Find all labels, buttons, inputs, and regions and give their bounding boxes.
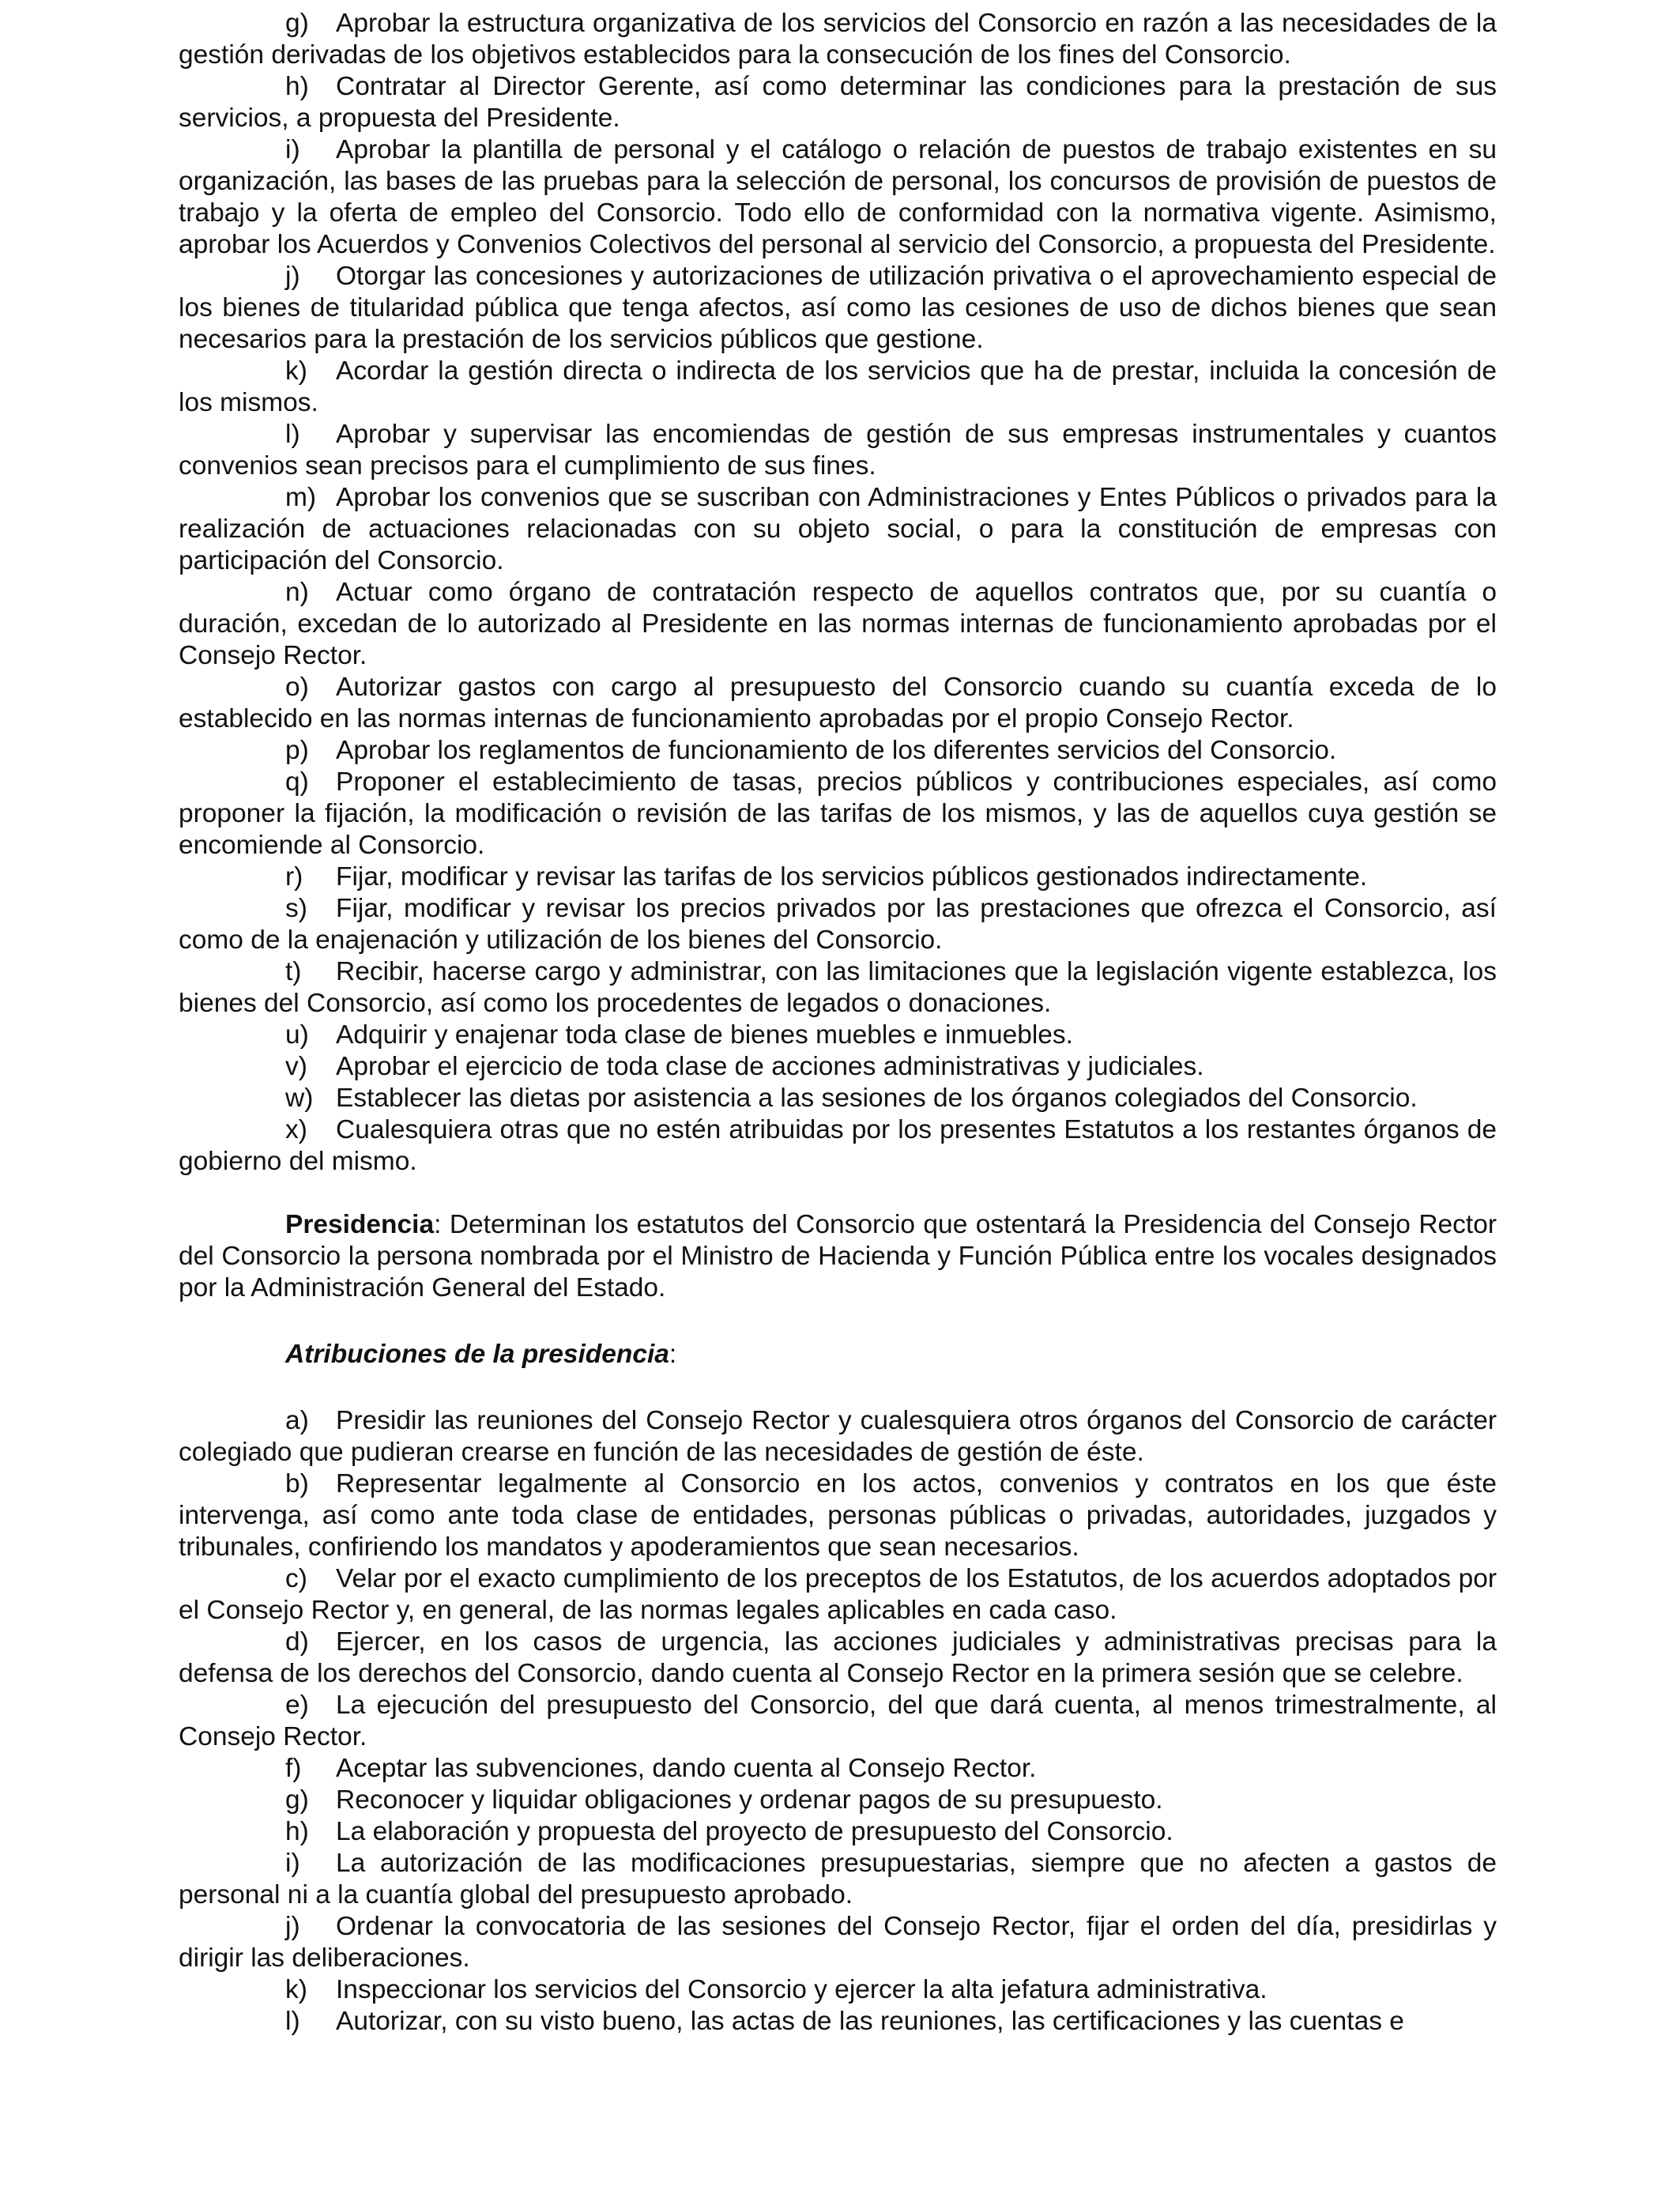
- atribuciones-heading: [179, 1339, 1497, 1370]
- item-text: Recibir, hacerse cargo y administrar, con las limitaciones que la legislación vigente establezca, los bienes del Consorcio, así como los procedentes de legados o donaciones.: [179, 957, 1497, 1018]
- item-text: Representar legalmente al Consorcio en los actos, convenios y contratos en los que éste intervenga, así como ante toda clase de entidades, personas públicas o privadas, autoridades, juzgados y tribunales, confiriendo los mandatos y apoderamientos que sean necesarios.: [179, 1469, 1497, 1562]
- item-text: Aprobar la plantilla de personal y el catálogo o relación de puestos de trabajo existentes en su organización, las bases de las pruebas para la selección de personal, los concursos de provisión de puestos de trabajo y la oferta de empleo del Consorcio. Todo ello de conformidad con la normativa vigente. Asimismo, aprobar los Acuerdos y Convenios Colectivos del personal al servicio del Consorcio, a propuesta del Presidente.: [179, 135, 1497, 259]
- item-label: j): [285, 262, 300, 291]
- section-heading: Atribuciones de la presidencia: [285, 1340, 669, 1369]
- item-label: g): [285, 1785, 309, 1815]
- item-label: f): [285, 1754, 302, 1783]
- item-label: v): [285, 1052, 307, 1081]
- item-text: Velar por el exacto cumplimiento de los preceptos de los Estatutos, de los acuerdos adoptados por el Consejo Rector y, en general, de las normas legales aplicables en cada caso.: [179, 1564, 1497, 1625]
- presidencia-list: [179, 1405, 1497, 2038]
- item-text: Aprobar y supervisar las encomiendas de gestión de sus empresas instrumentales y cuantos convenios sean precisos para el cumplimiento de sus fines.: [179, 420, 1497, 481]
- spacer: [179, 1370, 1497, 1405]
- item-label: h): [285, 72, 309, 101]
- item-text: Inspeccionar los servicios del Consorcio y ejercer la alta jefatura administrativa.: [336, 1975, 1268, 2004]
- item-text: Otorgar las concesiones y autorizaciones de utilización privativa o el aprovechamiento especial de los bienes de titularidad pública que tenga afectos, así como las cesiones de uso de dichos bienes que sean necesarios para la prestación de los servicios públicos que gestione.: [179, 262, 1497, 354]
- list-item: [179, 1020, 1497, 1051]
- item-label: n): [285, 578, 309, 607]
- list-item: [179, 577, 1497, 672]
- item-label: x): [285, 1115, 307, 1144]
- item-text: Ordenar la convocatoria de las sesiones del Consejo Rector, fijar el orden del día, presidirlas y dirigir las deliberaciones.: [179, 1912, 1497, 1973]
- item-label: l): [285, 2007, 300, 2036]
- item-label: l): [285, 420, 300, 449]
- item-text: Contratar al Director Gerente, así como determinar las condiciones para la prestación de sus servicios, a propuesta del Presidente.: [179, 72, 1497, 133]
- item-text: Presidir las reuniones del Consejo Rector y cualesquiera otros órganos del Consorcio de carácter colegiado que pudieran crearse en función de las necesidades de gestión de éste.: [179, 1406, 1497, 1467]
- item-text: Proponer el establecimiento de tasas, precios públicos y contribuciones especiales, así como proponer la fijación, la modificación o revisión de las tarifas de los mismos, y las de aquellos cuya gestión se encomiende al Consorcio.: [179, 767, 1497, 860]
- item-text: Aprobar el ejercicio de toda clase de acciones administrativas y judiciales.: [336, 1052, 1204, 1081]
- list-item: [179, 1563, 1497, 1627]
- list-item: [179, 1114, 1497, 1178]
- item-text: Ejercer, en los casos de urgencia, las acciones judiciales y administrativas precisas para la defensa de los derechos del Consorcio, dando cuenta al Consejo Rector en la primera sesión que se celebre.: [179, 1627, 1497, 1688]
- list-item: [179, 1816, 1497, 1848]
- item-label: h): [285, 1817, 309, 1846]
- item-text: Autorizar, con su visto bueno, las actas de las reuniones, las certificaciones y las cuentas e: [336, 2007, 1404, 2036]
- list-item: [179, 861, 1497, 893]
- item-label: m): [285, 483, 317, 512]
- item-label: t): [285, 957, 302, 986]
- list-item: [179, 1911, 1497, 1974]
- list-item: [179, 71, 1497, 134]
- item-label: s): [285, 894, 307, 923]
- item-text: Adquirir y enajenar toda clase de bienes muebles e inmuebles.: [336, 1020, 1073, 1050]
- item-label: o): [285, 673, 309, 702]
- list-item: [179, 1468, 1497, 1563]
- presidencia-paragraph: [179, 1209, 1497, 1304]
- list-item: [179, 134, 1497, 261]
- item-text: Autorizar gastos con cargo al presupuesto del Consorcio cuando su cuantía exceda de lo establecido en las normas internas de funcionamiento aprobadas por el propio Consejo Rector.: [179, 673, 1497, 733]
- list-item: [179, 356, 1497, 419]
- list-item: [179, 1753, 1497, 1785]
- item-text: Acordar la gestión directa o indirecta de los servicios que ha de prestar, incluida la concesión de los mismos.: [179, 356, 1497, 417]
- spacer: [179, 1178, 1497, 1209]
- list-item: [179, 1690, 1497, 1753]
- item-label: i): [285, 1849, 300, 1878]
- item-label: u): [285, 1020, 309, 1050]
- item-label: d): [285, 1627, 309, 1657]
- list-item: [179, 1785, 1497, 1816]
- list-item: [179, 1083, 1497, 1114]
- list-item: [179, 672, 1497, 735]
- item-label: k): [285, 356, 307, 386]
- list-item: [179, 8, 1497, 71]
- item-label: b): [285, 1469, 309, 1498]
- item-label: g): [285, 9, 309, 38]
- consejo-list: [179, 8, 1497, 1178]
- item-label: k): [285, 1975, 307, 2004]
- item-text: La elaboración y propuesta del proyecto de presupuesto del Consorcio.: [336, 1817, 1173, 1846]
- item-text: Fijar, modificar y revisar los precios privados por las prestaciones que ofrezca el Consorcio, así como de la enajenación y utilización de los bienes del Consorcio.: [179, 894, 1497, 955]
- item-label: q): [285, 767, 309, 797]
- list-item: [179, 1051, 1497, 1083]
- item-label: j): [285, 1912, 300, 1941]
- item-text: Cualesquiera otras que no estén atribuidas por los presentes Estatutos a los restantes órganos de gobierno del mismo.: [179, 1115, 1497, 1176]
- item-text: Aceptar las subvenciones, dando cuenta al Consejo Rector.: [336, 1754, 1037, 1783]
- item-label: i): [285, 135, 300, 164]
- item-label: w): [285, 1084, 314, 1113]
- item-label: a): [285, 1406, 309, 1435]
- item-label: e): [285, 1691, 309, 1720]
- item-text: Aprobar la estructura organizativa de los servicios del Consorcio en razón a las necesidades de la gestión derivadas de los objetivos establecidos para la consecución de los fines del Consorcio.: [179, 9, 1497, 70]
- item-text: Reconocer y liquidar obligaciones y ordenar pagos de su presupuesto.: [336, 1785, 1163, 1815]
- item-text: La autorización de las modificaciones presupuestarias, siempre que no afecten a gastos de personal ni a la cuantía global del presupuesto aprobado.: [179, 1849, 1497, 1909]
- list-item: [179, 767, 1497, 861]
- list-item: [179, 956, 1497, 1020]
- spacer: [179, 1304, 1497, 1339]
- item-text: La ejecución del presupuesto del Consorcio, del que dará cuenta, al menos trimestralmente, al Consejo Rector.: [179, 1691, 1497, 1751]
- list-item: [179, 1627, 1497, 1690]
- item-label: c): [285, 1564, 307, 1593]
- item-text: Aprobar los convenios que se suscriban con Administraciones y Entes Públicos o privados para la realización de actuaciones relacionadas con su objeto social, o para la constitución de empresas con participación del Consorcio.: [179, 483, 1497, 575]
- item-label: p): [285, 736, 309, 765]
- document-page: [179, 8, 1497, 2038]
- list-item: [179, 2006, 1497, 2038]
- item-text: Establecer las dietas por asistencia a las sesiones de los órganos colegiados del Consorcio.: [336, 1084, 1418, 1113]
- list-item: [179, 735, 1497, 767]
- heading-suffix: :: [669, 1340, 677, 1369]
- item-text: Fijar, modificar y revisar las tarifas de los servicios públicos gestionados indirectamente.: [336, 862, 1368, 892]
- item-text: Aprobar los reglamentos de funcionamiento de los diferentes servicios del Consorcio.: [336, 736, 1337, 765]
- item-text: Actuar como órgano de contratación respecto de aquellos contratos que, por su cuantía o duración, excedan de lo autorizado al Presidente en las normas internas de funcionamiento aprobadas por el Consejo Rector.: [179, 578, 1497, 670]
- list-item: [179, 893, 1497, 956]
- presidencia-label: Presidencia: [285, 1210, 435, 1239]
- list-item: [179, 1848, 1497, 1911]
- list-item: [179, 482, 1497, 577]
- list-item: [179, 261, 1497, 356]
- item-label: r): [285, 862, 303, 892]
- presidencia-text: : Determinan los estatutos del Consorcio que ostentará la Presidencia del Consejo Rector del Consorcio la persona nombrada por el Ministro de Hacienda y Función Pública entre los vocales designados por la Administración General del Estado.: [179, 1210, 1497, 1302]
- list-item: [179, 419, 1497, 482]
- list-item: [179, 1974, 1497, 2006]
- list-item: [179, 1405, 1497, 1468]
